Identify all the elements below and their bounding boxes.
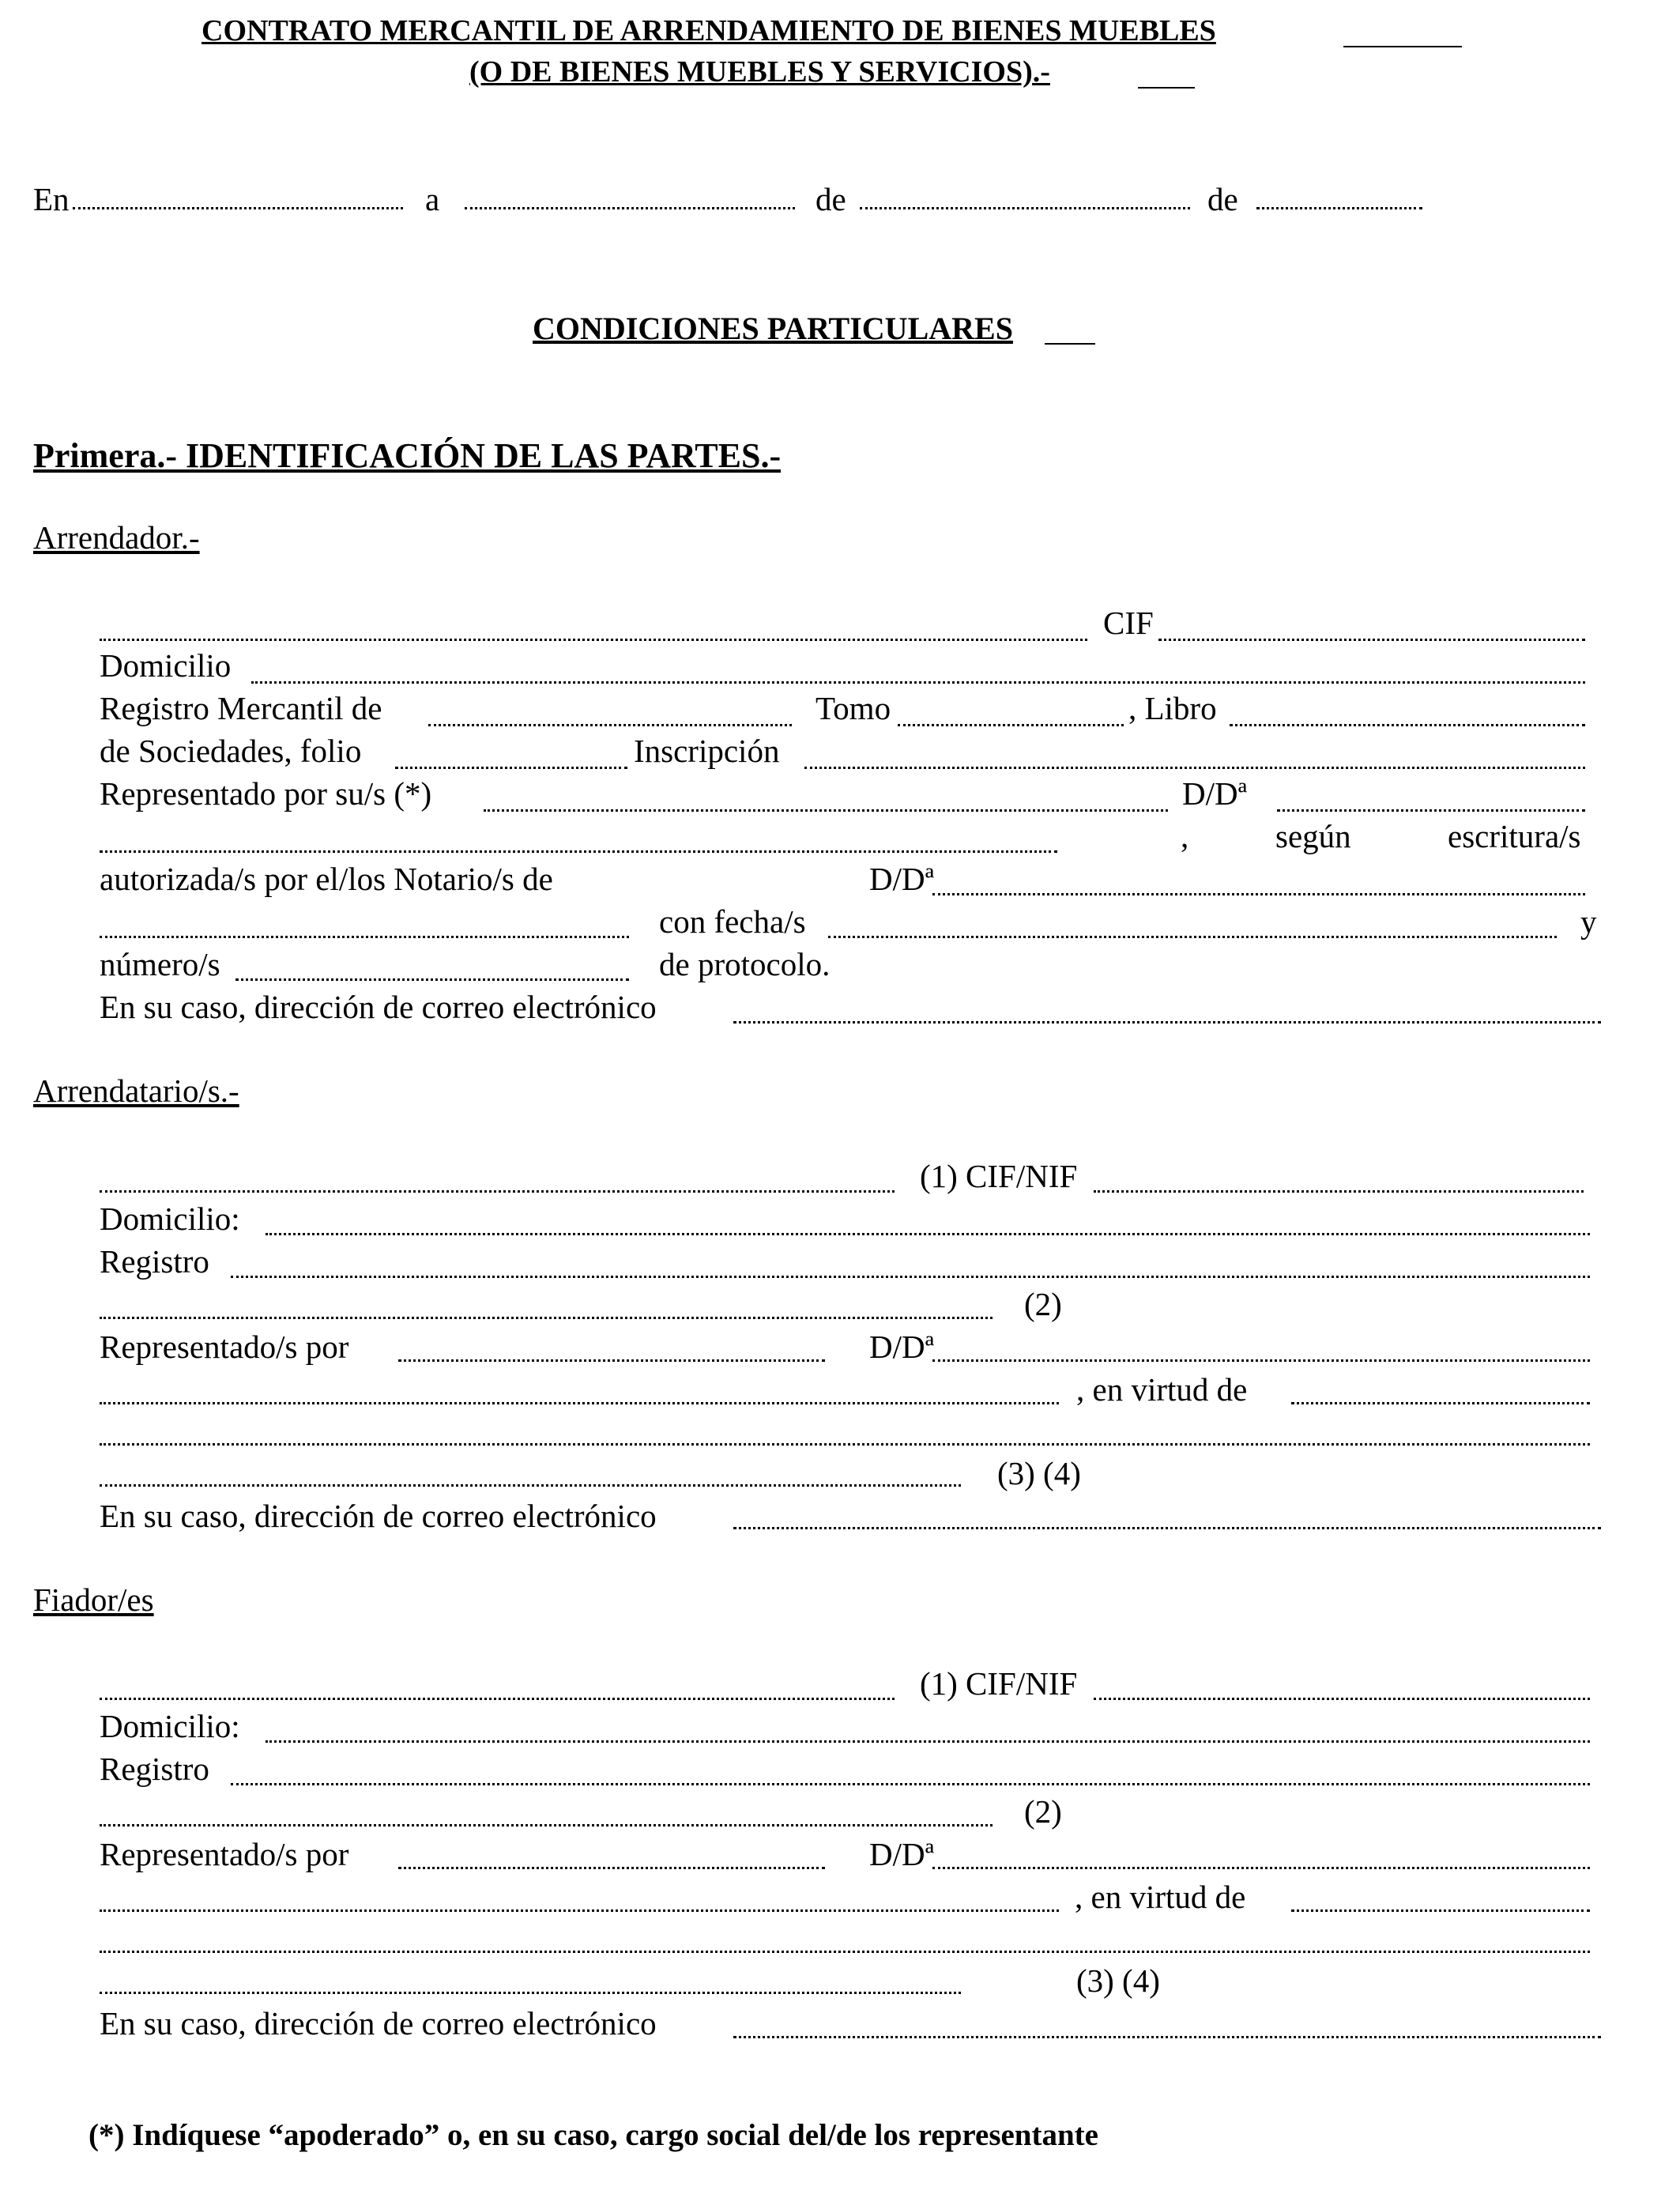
guarantor-address-label: Domicilio: [100, 1708, 240, 1744]
lessee-by-virtue-label: , en virtud de [1076, 1371, 1248, 1408]
lessor-heading: Arrendador.- [33, 519, 200, 556]
place-field[interactable] [73, 207, 403, 209]
lessor-segun-label: según [1275, 818, 1351, 854]
lessor-address-field[interactable] [251, 681, 1585, 684]
contract-title-line2: (O DE BIENES MUEBLES Y SERVICIOS).- [469, 55, 1050, 89]
guarantor-deed-field[interactable] [100, 1951, 1590, 1953]
lessor-protocol-label: de protocolo. [659, 946, 831, 982]
lessor-cif-field[interactable] [1158, 639, 1585, 641]
lessee-by-virtue-field[interactable] [1291, 1402, 1590, 1404]
guarantor-email-label: En su caso, dirección de correo electrónico [100, 2005, 657, 2041]
section-first-heading [33, 436, 782, 475]
place-label: En [33, 181, 70, 217]
lessee-registry-label: Registro [100, 1243, 209, 1280]
lessor-tomo-label: Tomo [816, 690, 891, 726]
lessee-representative-field[interactable] [398, 1359, 825, 1362]
lessee-dda-label: D/Dª [869, 1329, 934, 1365]
lessor-registry-field[interactable] [428, 724, 792, 726]
lessee-name-field[interactable] [100, 1190, 895, 1193]
guarantor-heading: Fiador/es [33, 1581, 154, 1618]
lessee-heading: Arrendatario/s.- [33, 1072, 239, 1109]
lessor-cif-label: CIF [1103, 605, 1154, 641]
lessor-libro-label: , Libro [1128, 690, 1217, 726]
lessor-tomo-field[interactable] [898, 724, 1124, 726]
lessee-representative-label: Representado/s por [100, 1329, 349, 1365]
year-label: de [1207, 181, 1238, 217]
lessee-deed-field[interactable] [100, 1443, 1590, 1446]
lessor-notary-label: autorizada/s por el/los Notario/s de [100, 861, 553, 897]
lessee-cif-field[interactable] [1094, 1190, 1584, 1193]
lessee-cif-label: (1) CIF/NIF [920, 1158, 1078, 1194]
lessor-representative-continued-field[interactable] [100, 850, 1057, 853]
title-underline-tail-2 [1138, 87, 1195, 89]
lessee-deed-continued-field[interactable] [100, 1484, 961, 1487]
guarantor-deed-continued-field[interactable] [100, 1992, 961, 1994]
guarantor-registry-continued-field[interactable] [100, 1824, 993, 1826]
contract-title-line1: CONTRATO MERCANTIL DE ARRENDAMIENTO DE BIENES MUEBLES [202, 14, 1216, 47]
lessee-registry-field[interactable] [231, 1276, 1590, 1278]
lessor-folio-field[interactable] [395, 767, 627, 769]
lessor-email-label: En su caso, dirección de correo electrónico [100, 989, 657, 1025]
guarantor-representative-field[interactable] [398, 1867, 825, 1869]
guarantor-notes-3-4: (3) (4) [1076, 1962, 1160, 1999]
section-first-title: IDENTIFICACIÓN DE LAS PARTES.- [186, 436, 782, 475]
lessee-dda-field[interactable] [932, 1359, 1590, 1362]
lessor-notary-dda-label: D/Dª [869, 861, 934, 897]
lessor-representative-field[interactable] [484, 809, 1168, 812]
guarantor-cif-label: (1) CIF/NIF [920, 1665, 1078, 1702]
lessor-folio-label: de Sociedades, folio [100, 733, 362, 769]
guarantor-address-field[interactable] [266, 1740, 1590, 1743]
footnote: (*) Indíquese “apoderado” o, en su caso, cargo social del/de los representante [89, 2118, 1098, 2152]
lessor-name-field[interactable] [100, 639, 1087, 641]
lessor-number-label: número/s [100, 946, 220, 982]
guarantor-cif-field[interactable] [1094, 1698, 1590, 1700]
lessor-libro-field[interactable] [1230, 724, 1585, 726]
lessee-capacity-field[interactable] [100, 1402, 1059, 1404]
guarantor-registry-label: Registro [100, 1751, 209, 1787]
guarantor-email-field[interactable] [733, 2036, 1601, 2038]
guarantor-by-virtue-label: , en virtud de [1075, 1879, 1246, 1915]
lessee-address-label: Domicilio: [100, 1201, 240, 1237]
lessor-notary-field[interactable] [932, 893, 1585, 895]
lessor-representative-label: Representado por su/s (*) [100, 775, 432, 812]
lessor-date-label: con fecha/s [659, 903, 806, 940]
lessor-date-field[interactable] [828, 936, 1557, 938]
month-field[interactable] [860, 207, 1190, 209]
guarantor-note-2: (2) [1024, 1793, 1062, 1830]
lessee-note-2: (2) [1024, 1286, 1062, 1322]
section-first-label: Primera.- [33, 436, 177, 475]
conditions-heading: CONDICIONES PARTICULARES [533, 311, 1013, 346]
lessee-address-field[interactable] [266, 1233, 1590, 1235]
guarantor-name-field[interactable] [100, 1698, 895, 1700]
lessor-dda-label: D/Dª [1182, 775, 1247, 812]
month-label: de [816, 181, 846, 217]
guarantor-dda-label: D/Dª [869, 1836, 934, 1872]
lessor-number-field[interactable] [235, 978, 629, 981]
lessor-inscription-label: Inscripción [634, 733, 780, 769]
lessee-registry-continued-field[interactable] [100, 1317, 993, 1319]
lessor-comma: , [1181, 818, 1189, 854]
lessee-email-field[interactable] [733, 1527, 1601, 1529]
guarantor-by-virtue-field[interactable] [1291, 1909, 1590, 1912]
guarantor-dda-field[interactable] [932, 1867, 1590, 1869]
lessor-inscription-field[interactable] [804, 767, 1585, 769]
lessor-dda-field[interactable] [1277, 809, 1585, 812]
lessor-escritura-label: escritura/s [1448, 818, 1581, 854]
lessor-email-field[interactable] [733, 1021, 1601, 1023]
day-field[interactable] [465, 207, 795, 209]
lessor-y-label: y [1580, 903, 1597, 940]
conditions-underline-tail [1045, 343, 1095, 345]
guarantor-registry-field[interactable] [231, 1783, 1590, 1785]
lessor-registry-label: Registro Mercantil de [100, 690, 382, 726]
lessee-notes-3-4: (3) (4) [997, 1455, 1081, 1491]
guarantor-representative-label: Representado/s por [100, 1836, 349, 1872]
lessee-email-label: En su caso, dirección de correo electrónico [100, 1498, 657, 1534]
lessor-notary-city-field[interactable] [100, 936, 629, 938]
lessor-address-label: Domicilio [100, 647, 232, 684]
title-underline-tail-1 [1343, 46, 1462, 47]
guarantor-capacity-field[interactable] [100, 1909, 1059, 1912]
day-label: a [425, 181, 440, 217]
year-field[interactable] [1256, 207, 1422, 209]
